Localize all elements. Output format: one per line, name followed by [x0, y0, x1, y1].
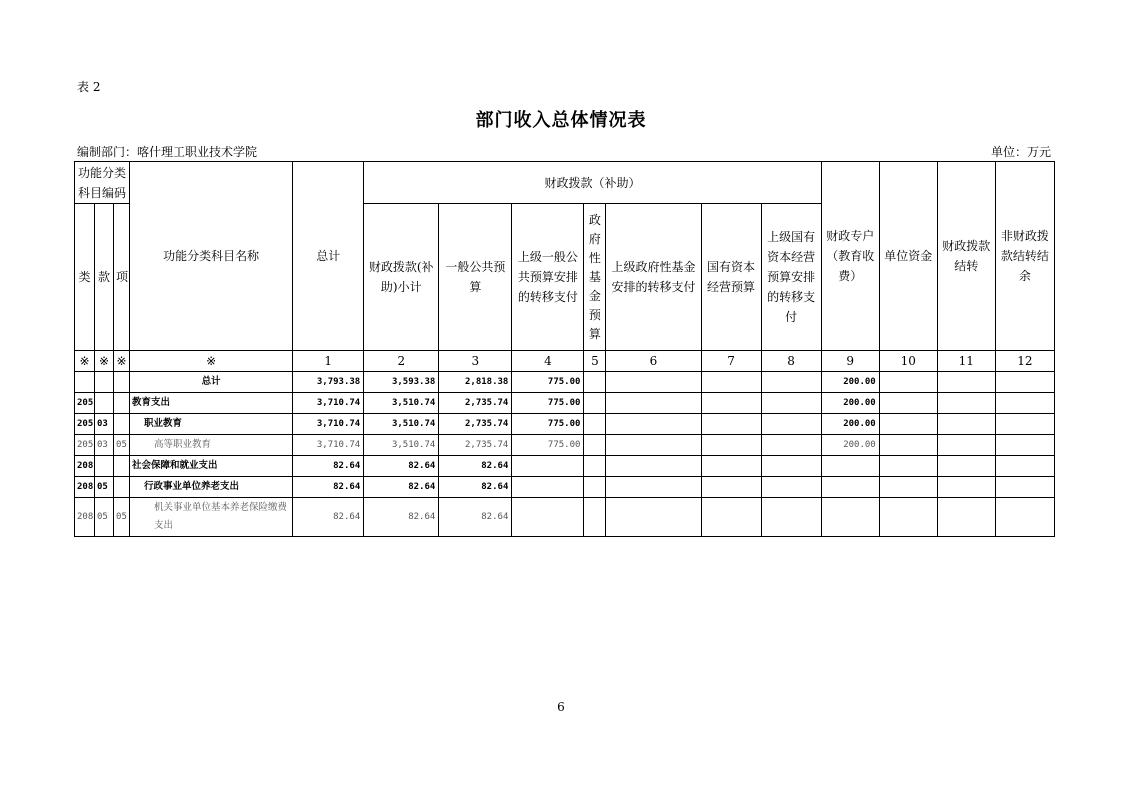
empty-cell: [995, 414, 1054, 435]
empty-cell: [584, 372, 606, 393]
empty-cell: [879, 498, 937, 537]
header-row-1: [75, 162, 1055, 204]
name-cell: 总计: [130, 372, 293, 393]
header-upper-general-transfer: 上级一般公共预算安排的转移支付: [512, 204, 584, 351]
page-number: 6: [557, 700, 565, 714]
header-xiang: 项: [114, 204, 130, 351]
empty-cell: [995, 372, 1054, 393]
kuan-cell: 03: [95, 414, 114, 435]
subtotal-cell: 3,510.74: [364, 393, 439, 414]
cat-cell: 208: [75, 456, 95, 477]
header-fiscal-carryover: 财政拨款结转: [937, 162, 995, 351]
cat-cell: 205: [75, 414, 95, 435]
special-cell: 200.00: [821, 372, 879, 393]
upper-general-cell: [512, 477, 584, 498]
index-cell: 1: [293, 351, 364, 372]
name-cell: 高等职业教育: [130, 435, 293, 456]
index-cell: 2: [364, 351, 439, 372]
empty-cell: [584, 498, 606, 537]
empty-cell: [606, 372, 701, 393]
xiang-cell: 05: [114, 498, 130, 537]
empty-cell: [606, 393, 701, 414]
index-cell: 8: [761, 351, 821, 372]
general-cell: 82.64: [439, 456, 512, 477]
name-cell: 行政事业单位养老支出: [130, 477, 293, 498]
upper-general-cell: [512, 456, 584, 477]
special-cell: 200.00: [821, 414, 879, 435]
index-cell: 11: [937, 351, 995, 372]
empty-cell: [937, 498, 995, 537]
empty-cell: [584, 414, 606, 435]
kuan-cell: [95, 393, 114, 414]
empty-cell: [995, 477, 1054, 498]
special-cell: [821, 456, 879, 477]
xiang-cell: 05: [114, 435, 130, 456]
kuan-cell: [95, 456, 114, 477]
empty-cell: [584, 435, 606, 456]
empty-cell: [761, 456, 821, 477]
special-cell: 200.00: [821, 435, 879, 456]
header-fiscal-subtotal: 财政拨款(补助)小计: [364, 204, 439, 351]
empty-cell: [879, 456, 937, 477]
subtotal-cell: 3,510.74: [364, 414, 439, 435]
empty-cell: [761, 477, 821, 498]
empty-cell: [606, 435, 701, 456]
index-cell: 9: [821, 351, 879, 372]
xiang-cell: [114, 372, 130, 393]
header-upper-state-capital-transfer: 上级国有资本经营预算安排的转移支付: [761, 204, 821, 351]
empty-cell: [701, 435, 761, 456]
cat-cell: [75, 372, 95, 393]
general-cell: 2,818.38: [439, 372, 512, 393]
empty-cell: [701, 498, 761, 537]
index-cell: ※: [130, 351, 293, 372]
upper-general-cell: 775.00: [512, 435, 584, 456]
empty-cell: [995, 456, 1054, 477]
table-row: [75, 477, 1055, 498]
upper-general-cell: 775.00: [512, 414, 584, 435]
empty-cell: [606, 414, 701, 435]
index-cell: 5: [584, 351, 606, 372]
general-cell: 2,735.74: [439, 435, 512, 456]
subtotal-cell: 82.64: [364, 498, 439, 537]
header-kuan: 款: [95, 204, 114, 351]
cat-cell: 208: [75, 477, 95, 498]
kuan-cell: 03: [95, 435, 114, 456]
general-cell: 82.64: [439, 477, 512, 498]
total-cell: 82.64: [293, 498, 364, 537]
table-label: 表 2: [77, 80, 101, 94]
table-row: [75, 414, 1055, 435]
empty-cell: [879, 372, 937, 393]
index-cell: ※: [95, 351, 114, 372]
empty-cell: [761, 393, 821, 414]
department-label: 编制部门：喀什理工职业技术学院: [77, 145, 258, 159]
general-cell: 2,735.74: [439, 393, 512, 414]
empty-cell: [879, 435, 937, 456]
header-general-budget: 一般公共预算: [439, 204, 512, 351]
subtotal-cell: 3,593.38: [364, 372, 439, 393]
header-upper-gov-fund-transfer: 上级政府性基金安排的转移支付: [606, 204, 701, 351]
header-code-group: 功能分类科目编码: [75, 162, 130, 204]
general-cell: 82.64: [439, 498, 512, 537]
empty-cell: [937, 414, 995, 435]
total-cell: 3,710.74: [293, 435, 364, 456]
index-cell: 7: [701, 351, 761, 372]
table-row: [75, 498, 1055, 537]
empty-cell: [701, 393, 761, 414]
empty-cell: [761, 372, 821, 393]
upper-general-cell: 775.00: [512, 372, 584, 393]
empty-cell: [879, 477, 937, 498]
xiang-cell: [114, 393, 130, 414]
header-total: 总计: [293, 162, 364, 351]
empty-cell: [761, 414, 821, 435]
empty-cell: [995, 498, 1054, 537]
empty-cell: [879, 414, 937, 435]
name-cell: 社会保障和就业支出: [130, 456, 293, 477]
index-cell: 6: [606, 351, 701, 372]
xiang-cell: [114, 456, 130, 477]
subtotal-cell: 82.64: [364, 477, 439, 498]
header-fiscal-group: 财政拨款（补助）: [364, 162, 821, 204]
total-cell: 82.64: [293, 456, 364, 477]
upper-general-cell: [512, 498, 584, 537]
header-state-capital: 国有资本经营预算: [701, 204, 761, 351]
table-row: [75, 456, 1055, 477]
total-cell: 82.64: [293, 477, 364, 498]
cat-cell: 205: [75, 393, 95, 414]
empty-cell: [937, 456, 995, 477]
empty-cell: [701, 414, 761, 435]
table-row: [75, 435, 1055, 456]
name-cell: 机关事业单位基本养老保险缴费支出: [130, 498, 293, 537]
xiang-cell: [114, 477, 130, 498]
index-cell: ※: [114, 351, 130, 372]
cat-cell: 208: [75, 498, 95, 537]
empty-cell: [606, 456, 701, 477]
header-name: 功能分类科目名称: [130, 162, 293, 351]
kuan-cell: 05: [95, 477, 114, 498]
special-cell: [821, 477, 879, 498]
upper-general-cell: 775.00: [512, 393, 584, 414]
subtotal-cell: 3,510.74: [364, 435, 439, 456]
general-cell: 2,735.74: [439, 414, 512, 435]
empty-cell: [995, 393, 1054, 414]
index-cell: 4: [512, 351, 584, 372]
index-cell: ※: [75, 351, 95, 372]
empty-cell: [701, 477, 761, 498]
empty-cell: [584, 477, 606, 498]
special-cell: 200.00: [821, 393, 879, 414]
table-row: [75, 393, 1055, 414]
empty-cell: [606, 477, 701, 498]
special-cell: [821, 498, 879, 537]
header-nonfiscal-carryover: 非财政拨款结转结余: [995, 162, 1054, 351]
page-title: 部门收入总体情况表: [475, 110, 647, 131]
header-gov-fund: 政府性基金预算: [584, 204, 606, 351]
index-cell: 3: [439, 351, 512, 372]
empty-cell: [937, 477, 995, 498]
empty-cell: [995, 435, 1054, 456]
header-special-fiscal: 财政专户（教育收费）: [821, 162, 879, 351]
kuan-cell: 05: [95, 498, 114, 537]
index-cell: 10: [879, 351, 937, 372]
table-row: [75, 372, 1055, 393]
name-cell: 职业教育: [130, 414, 293, 435]
total-cell: 3,710.74: [293, 393, 364, 414]
empty-cell: [937, 372, 995, 393]
empty-cell: [937, 393, 995, 414]
empty-cell: [701, 372, 761, 393]
empty-cell: [879, 393, 937, 414]
empty-cell: [761, 435, 821, 456]
empty-cell: [584, 456, 606, 477]
xiang-cell: [114, 414, 130, 435]
empty-cell: [584, 393, 606, 414]
unit-label: 单位：万元: [990, 145, 1051, 159]
total-cell: 3,793.38: [293, 372, 364, 393]
index-cell: 12: [995, 351, 1054, 372]
kuan-cell: [95, 372, 114, 393]
empty-cell: [701, 456, 761, 477]
name-cell: 教育支出: [130, 393, 293, 414]
index-row: [75, 351, 1055, 372]
total-cell: 3,710.74: [293, 414, 364, 435]
header-unit-funds: 单位资金: [879, 162, 937, 351]
header-cat: 类: [75, 204, 95, 351]
subtotal-cell: 82.64: [364, 456, 439, 477]
empty-cell: [606, 498, 701, 537]
cat-cell: 205: [75, 435, 95, 456]
empty-cell: [761, 498, 821, 537]
empty-cell: [937, 435, 995, 456]
income-table: [74, 161, 1055, 537]
